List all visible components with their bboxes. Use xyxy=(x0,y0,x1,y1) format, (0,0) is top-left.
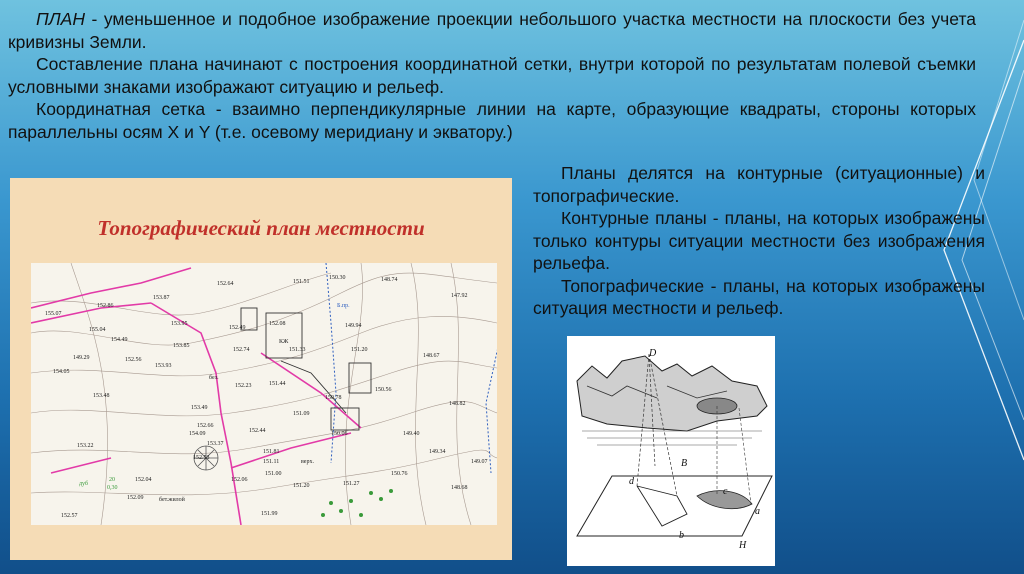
map-label: 20 xyxy=(109,477,115,483)
elevation-label: 149.40 xyxy=(403,431,420,437)
elevation-label: 153.22 xyxy=(77,443,94,449)
elevation-label: 147.92 xyxy=(451,293,468,299)
plan-division-paragraph: Планы делятся на контурные (ситуационные) и топографические. xyxy=(533,163,985,206)
map-label: 0,30 xyxy=(107,485,118,491)
projection-drawing xyxy=(567,336,775,566)
elevation-label: 150.78 xyxy=(325,395,342,401)
sketch-label: a xyxy=(755,506,760,517)
elevation-label: 152.64 xyxy=(217,281,234,287)
elevation-label: 152.86 xyxy=(97,303,114,309)
map-label: дуб xyxy=(79,481,89,487)
elevation-label: 151.81 xyxy=(263,449,280,455)
elevation-label: 153.87 xyxy=(153,295,170,301)
map-label: бет.жилой xyxy=(159,497,185,503)
elevation-label: 152.23 xyxy=(235,383,252,389)
contour-plans-paragraph: Контурные планы - планы, на которых изображены только контуры ситуации местности без изображения рельефа. xyxy=(533,208,985,273)
elevation-label: 152.09 xyxy=(127,495,144,501)
elevation-label: 152.66 xyxy=(197,423,214,429)
elevation-label: 153.37 xyxy=(207,441,224,447)
elevation-label: 151.44 xyxy=(269,381,286,387)
plan-definition xyxy=(8,8,976,53)
map-label: верх. xyxy=(301,459,314,465)
elevation-label: 152.08 xyxy=(269,321,286,327)
sketch-label: H xyxy=(739,540,747,551)
elevation-label: 152.04 xyxy=(135,477,152,483)
elevation-label: 153.93 xyxy=(155,363,172,369)
elevation-label: 151.27 xyxy=(343,481,360,487)
elevation-label: 151.20 xyxy=(293,483,310,489)
elevation-label: 150.06 xyxy=(331,431,348,437)
elevation-label: 149.94 xyxy=(345,323,362,329)
elevation-label: 151.11 xyxy=(263,459,280,465)
elevation-label: 152.53 xyxy=(193,455,210,461)
elevation-label: 152.74 xyxy=(233,347,250,353)
intro-text-block xyxy=(8,8,976,143)
elevation-label: 150.56 xyxy=(375,387,392,393)
elevation-label: 155.07 xyxy=(45,311,62,317)
elevation-label: 152.06 xyxy=(231,477,248,483)
elevation-label: 151.00 xyxy=(265,471,282,477)
elevation-label: 153.48 xyxy=(93,393,110,399)
plan-term: ПЛАН xyxy=(36,9,85,29)
elevation-label: 148.68 xyxy=(451,485,468,491)
elevation-label: 149.29 xyxy=(73,355,90,361)
elevation-label: 152.56 xyxy=(125,357,142,363)
map-label: КЖ xyxy=(279,339,289,345)
sketch-label: d xyxy=(629,476,634,487)
elevation-label: 148.82 xyxy=(449,401,466,407)
elevation-label: 153.95 xyxy=(171,321,188,327)
elevation-label: 151.09 xyxy=(293,411,310,417)
plan-definition-rest: - уменьшенное и подобное изображение проекции небольшого участка местности на плоскости без учета кривизны Земли. xyxy=(8,9,976,52)
elevation-label: 152.44 xyxy=(249,428,266,434)
terrain-projection-sketch xyxy=(567,336,775,566)
elevation-label: 151.99 xyxy=(261,511,278,517)
sketch-label: D xyxy=(649,348,657,359)
elevation-label: 153.85 xyxy=(173,343,190,349)
map-label: без. xyxy=(209,375,219,381)
grid-definition-paragraph: Координатная сетка - взаимно перпендикулярные линии на карте, образующие квадраты, стороны которых параллельны осям X и Y (т.е. осевому меридиану и экватору.) xyxy=(8,99,976,142)
elevation-label: 154.09 xyxy=(189,431,206,437)
elevation-label: 151.33 xyxy=(289,347,306,353)
map-drawing xyxy=(31,263,497,525)
elevation-label: 154.05 xyxy=(53,369,70,375)
elevation-label: 155.04 xyxy=(89,327,106,333)
elevation-label: 150.76 xyxy=(391,471,408,477)
elevation-label: 154.49 xyxy=(111,337,128,343)
elevation-label: 152.49 xyxy=(229,325,246,331)
elevation-label: 149.07 xyxy=(471,459,488,465)
elevation-label: 151.20 xyxy=(351,347,368,353)
sketch-label: b xyxy=(679,530,684,541)
elevation-label: 150.30 xyxy=(329,275,346,281)
map-label: Б.пр. xyxy=(337,303,350,309)
elevation-label: 149.34 xyxy=(429,449,446,455)
topographic-plans-paragraph: Топографические - планы, на которых изображены ситуация местности и рельеф. xyxy=(533,275,985,318)
elevation-label: 152.57 xyxy=(61,513,78,519)
plan-types-text-block xyxy=(533,162,985,320)
sketch-label: B xyxy=(681,458,688,469)
grid-construction-paragraph: Составление плана начинают с построения координатной сетки, внутри которой по результатам полевой съемки условными знаками изображают ситуацию и рельеф. xyxy=(8,54,976,97)
map-title: Топографический план местности xyxy=(97,216,425,240)
elevation-label: 148.74 xyxy=(381,277,398,283)
elevation-label: 151.51 xyxy=(293,279,310,285)
elevation-label: 153.49 xyxy=(191,405,208,411)
sketch-label: c xyxy=(723,486,728,497)
elevation-label: 148.67 xyxy=(423,353,440,359)
topographic-map-figure xyxy=(10,178,512,560)
